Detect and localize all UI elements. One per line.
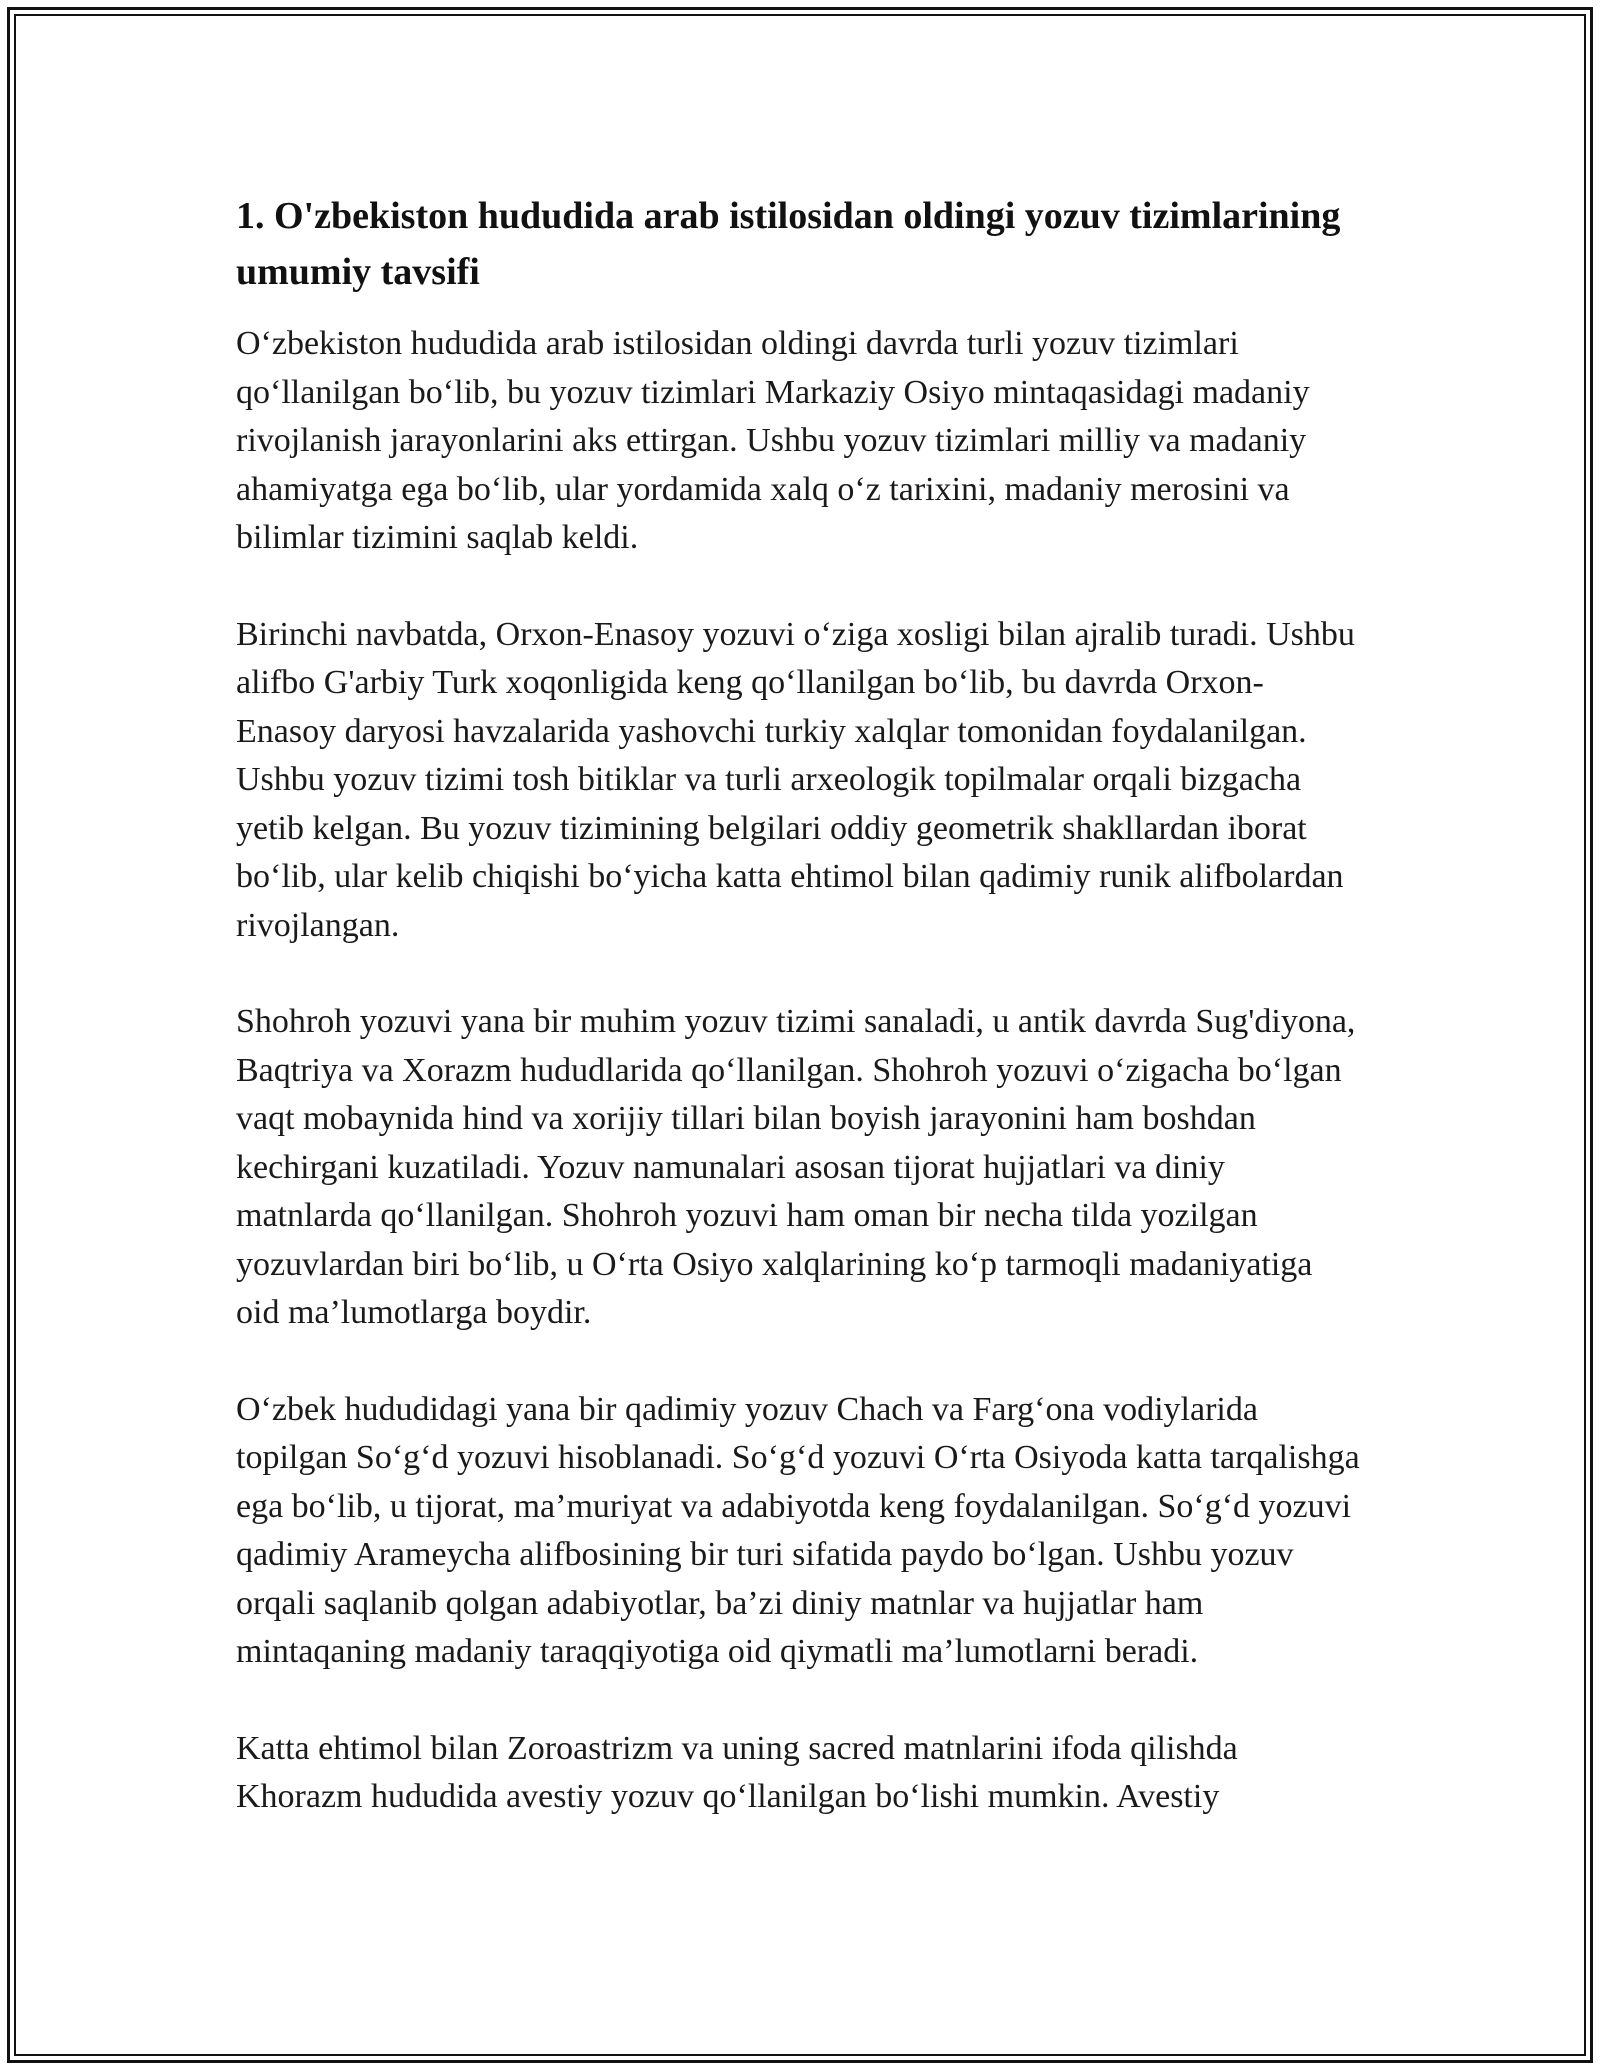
paragraph: Katta ehtimol bilan Zoroastrizm va uning sacred matnlarini ifoda qilishda Khorazm hududida avestiy yozuv qo‘llanilgan bo‘lishi mumkin. Avestiy xyxy=(236,1729,1238,1815)
paragraph: Shohroh yozuvi yana bir muhim yozuv tizimi sanaladi, u antik davrda Sug'diyona, Baqtriya va Xorazm hududlarida qo‘llanilgan. Shohroh yozuvi o‘zigacha bo‘lgan vaqt mobaynida hind va xorijiy tillari bilan boyish jarayonini ham boshdan kechirgani kuzatiladi. Yozuv namunalari asosan tijorat hujjatlari va diniy matnlarda qo‘llanilgan. Shohroh yozuvi ham oman bir necha tilda yozilgan yozuvlardan biri bo‘lib, u O‘rta Osiyo xalqlarining ko‘p tarmoqli madaniyatiga oid ma’lumotlarga boydir. xyxy=(236,1003,1356,1331)
paragraph: O‘zbekiston hududida arab istilosidan oldingi davrda turli yozuv tizimlari qo‘llanilgan bo‘lib, bu yozuv tizimlari Markaziy Osiyo mintaqasidagi madaniy rivojlanish jarayonlarini aks ettirgan. Ushbu yozuv tizimlari milliy va madaniy ahamiyatga ega bo‘lib, ular yordamida xalq o‘z tarixini, madaniy merosini va bilimlar tizimini saqlab keldi. xyxy=(236,325,1310,556)
paragraph: O‘zbek hududidagi yana bir qadimiy yozuv Chach va Farg‘ona vodiylarida topilgan So‘g‘d yozuvi hisoblanadi. So‘g‘d yozuvi O‘rta Osiyoda katta tarqalishga ega bo‘lib, u tijorat, ma’muriyat va adabiyotda keng foydalanilgan. So‘g‘d yozuvi qadimiy Arameycha alifbosining bir turi sifatida paydo bo‘lgan. Ushbu yozuv orqali saqlanib qolgan adabiyotlar, ba’zi diniy matnlar va hujjatlar ham mintaqaning madaniy taraqqiyotiga oid qiymatli ma’lumotlarni beradi. xyxy=(236,1390,1360,1670)
paragraph: Birinchi navbatda, Orxon-Enasoy yozuvi o‘ziga xosligi bilan ajralib turadi. Ushbu alifbo G'arbiy Turk xoqonligida keng qo‘llanilgan bo‘lib, bu davrda Orxon-Enasoy daryosi havzalarida yashovchi turkiy xalqlar tomonidan foydalanilgan. Ushbu yozuv tizimi tosh bitiklar va turli arxeologik topilmalar orqali bizgacha yetib kelgan. Bu yozuv tizimining belgilari oddiy geometrik shakllardan iborat bo‘lib, ular kelib chiqishi bo‘yicha katta ehtimol bilan qadimiy runik alifbolardan rivojlangan. xyxy=(236,615,1355,944)
section-heading: 1. O'zbekiston hududida arab istilosidan oldingi yozuv tizimlarining umumiy tavsifi xyxy=(236,195,1341,293)
document-body xyxy=(236,188,1360,1870)
